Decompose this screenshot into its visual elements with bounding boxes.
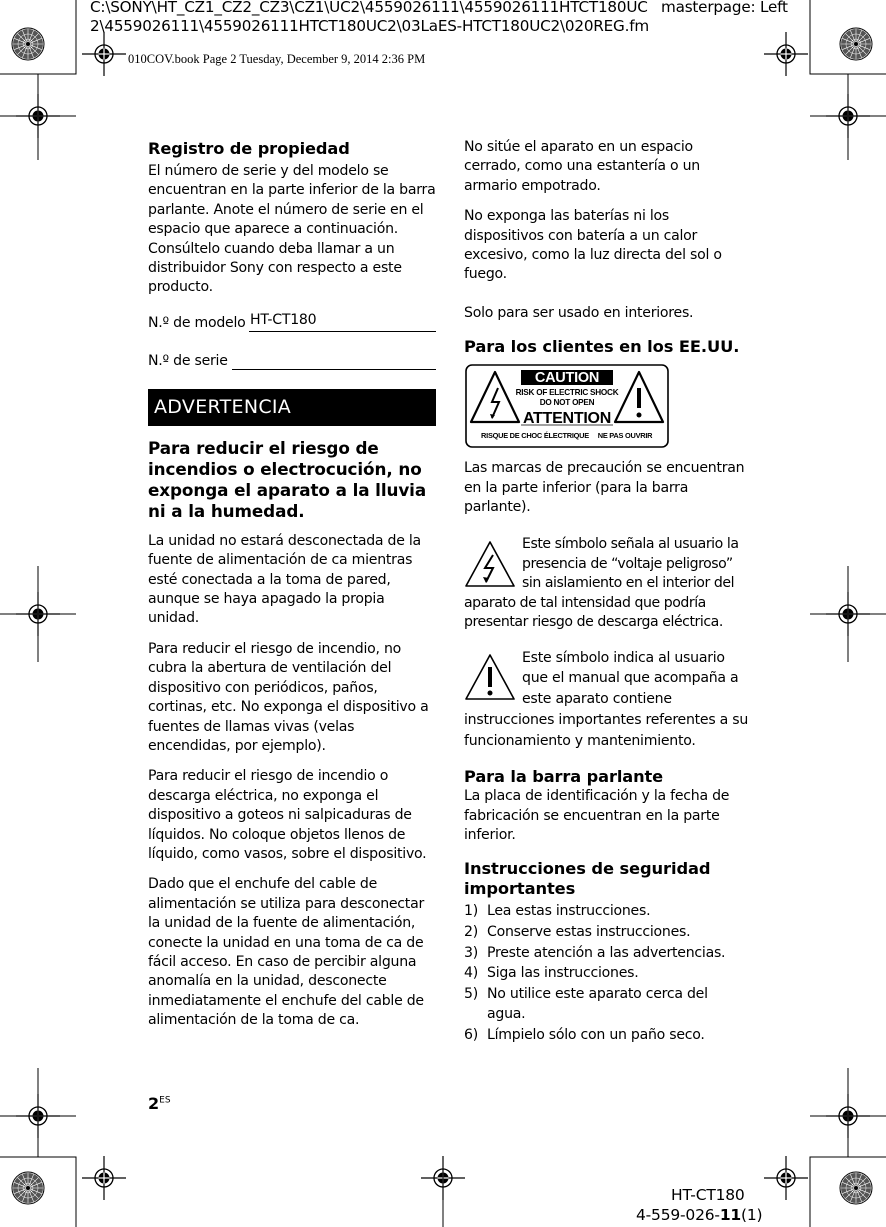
book-info-line: 010COV.book Page 2 Tuesday, December 9, 2014 2:36 PM	[128, 52, 426, 66]
instruction-item: 2) Conserve estas instrucciones.	[464, 923, 691, 940]
barra-text: La placa de identificación y la fecha de fabricación se encuentran en la parte inferior.	[464, 788, 730, 844]
bolt-symbol-text: Este símbolo señala al usuario la presencia de “voltaje peligroso” sin aislamiento en el interior del aparato de tal intensidad que podría presentar riesgo de descarga eléctrica.	[464, 536, 739, 631]
battery-paragraph: No exponga las baterías ni los dispositivos con batería a un calor excesivo, como la luz directa del sol o fuego.	[464, 208, 722, 283]
page-number-suffix: ES	[159, 1095, 171, 1106]
serial-underline	[232, 369, 436, 370]
warning-paragraph-4: Dado que el enchufe del cable de alimentación se utiliza para desconectar la unidad de la fuente de alimentación, conecte la unidad en una toma de ca de fácil acceso. En caso de percibir alguna anomalía en la unidad, desconecte inmediatamente el enchufe del cable de alimentación de la toma de ca.	[148, 876, 425, 1029]
file-path-line1: C:\SONY\HT_CZ1_CZ2_CZ3\CZ1\UC2\4559026111\4559026111HTCT180UC	[90, 0, 648, 16]
caution-donot-text: DO NOT OPEN	[539, 398, 595, 408]
instruction-item: 5) No utilice este aparato cerca del agua.	[464, 986, 708, 1022]
file-path-line2: 2\4559026111\4559026111HTCT180UC2\03LaES-HTCT180UC2\020REG.fm	[90, 17, 649, 35]
serial-field	[148, 352, 436, 370]
model-underline	[249, 331, 436, 332]
caution-label	[465, 364, 669, 448]
exclamation-symbol-block	[464, 648, 750, 752]
exclamation-symbol-text: Este símbolo indica al usuario que el manual que acompaña a este aparato contiene instrucciones importantes referentes a su funcionamiento y mantenimiento.	[464, 649, 749, 749]
instruction-item: 4) Siga las instrucciones.	[464, 965, 639, 982]
attention-word: ATTENTION	[522, 410, 612, 428]
footer-model: HT-CT180	[671, 1186, 745, 1204]
advertencia-banner: ADVERTENCIA	[148, 389, 436, 426]
attention-risque-text: RISQUE DE CHOC ÉLECTRIQUE	[481, 431, 589, 441]
registro-text: El número de serie y del modelo se encuentran en la parte inferior de la barra parlante. Anote el número de serie en el espacio que aparece a continuación. Consúltelo cuando deba llamar a un distribuidor Sony con respecto a este producto.	[148, 163, 436, 296]
registro-title: Registro de propiedad	[148, 139, 350, 158]
warning-heading: Para reducir el riesgo de incendios o electrocución, no exponga el aparato a la lluvia ni a la humedad.	[148, 437, 427, 521]
exclamation-icon	[464, 653, 516, 701]
us-customers-heading: Para los clientes en los EE.UU.	[464, 337, 740, 357]
placement-paragraph: No sitúe el aparato en un espacio cerrado, como una estantería o un armario empotrado.	[464, 139, 700, 194]
bolt-symbol-block	[464, 535, 750, 632]
masterpage-label: masterpage: Left	[661, 0, 788, 16]
warning-paragraph-1: La unidad no estará desconectada de la fuente de alimentación de ca mientras esté conectada a la toma de pared, aunque se haya apagado la propia unidad.	[148, 532, 421, 627]
indoor-paragraph: Solo para ser usado en interiores.	[464, 304, 694, 321]
warning-paragraph-3: Para reducir el riesgo de incendio o descarga eléctrica, no exponga el dispositivo a goteos ni salpicaduras de líquidos. No coloque objetos llenos de líquido, como vasos, sobre el dispositivo.	[148, 768, 427, 862]
model-value: HT-CT180	[250, 312, 317, 329]
caution-risk-text: RISK OF ELECTRIC SHOCK	[515, 388, 619, 398]
instruction-item: 3) Preste atención a las advertencias.	[464, 944, 726, 961]
barra-title: Para la barra parlante	[464, 767, 664, 787]
serial-label: N.º de serie	[148, 352, 228, 369]
instruction-item: 6) Límpielo sólo con un paño seco.	[464, 1026, 705, 1043]
instructions-list	[464, 902, 750, 1045]
caution-word: CAUTION	[534, 370, 600, 387]
model-field	[148, 314, 436, 332]
lightning-bolt-icon	[464, 540, 516, 588]
caution-marks-text: Las marcas de precaución se encuentran en la parte inferior (para la barra parlante).	[464, 460, 745, 516]
attention-nepas-text: NE PAS OUVRIR	[597, 431, 653, 441]
instruction-item: 1) Lea estas instrucciones.	[464, 902, 651, 919]
page-number: $2^{ES}$	[148, 1094, 171, 1113]
instructions-title: Instrucciones de seguridad importantes	[464, 858, 711, 899]
warning-paragraph-2: Para reducir el riesgo de incendio, no cubra la abertura de ventilación del dispositivo con periódicos, paños, cortinas, etc. No exponga el dispositivo a fuentes de llamas vivas (velas encendidas, por ejemplo).	[148, 640, 429, 754]
right-column	[464, 138, 750, 1047]
left-column	[148, 138, 436, 1042]
model-label: N.º de modelo	[148, 314, 246, 331]
footer-code: 4-559-026-11(1)	[636, 1206, 763, 1224]
